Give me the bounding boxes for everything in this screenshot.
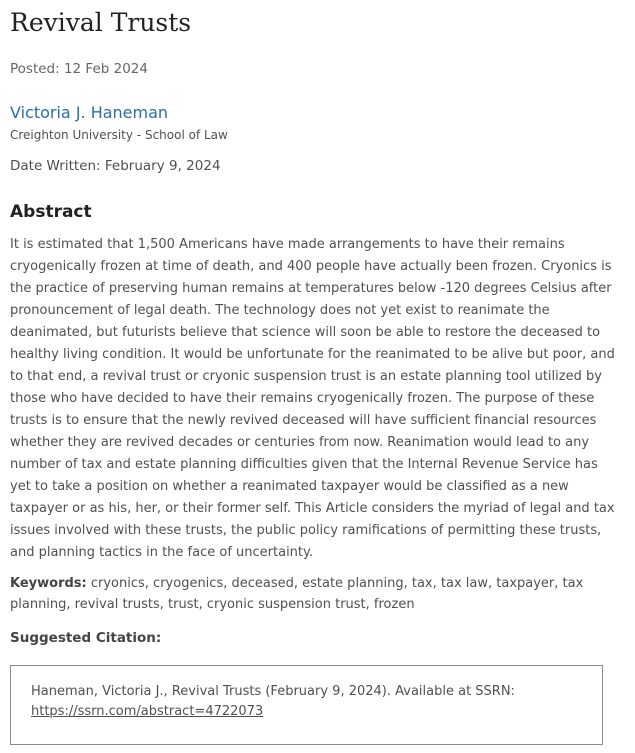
citation-text: Haneman, Victoria J., Revival Trusts (February 9, 2024). Available at SSRN:: [31, 684, 515, 699]
abstract-text: It is estimated that 1,500 Americans have made arrangements to have their remains cryogenically frozen at time of death, and 400 people have actually been frozen. Cryonics is the practice of preserving human remains at temperatures below -120 degrees Celsius after pronouncement of legal death. The technology does not yet exist to reanimate the deanimated, but futurists believe that science will soon be able to restore the deceased to healthy living condition. It would be unfortunate for the reanimated to be alive but poor, and to that end, a revival trust or cryonic suspension trust is an estate planning tool utilized by those who have decided to have their remains cryogenically frozen. The purpose of these trusts is to ensure that the newly revived deceased will have sufficient financial resources whether they are revived decades or centuries from now. Reanimation would lead to any number of tax and estate planning difficulties given that the Internal Revenue Service has yet to take a position on whether a reanimated taxpayer would be classified as a new taxpayer or as his, her, or their former self. This Article considers the myriad of legal and tax issues involved with these trusts, the public policy ramifications of permitting these trusts, and planning tactics in the face of uncertainty.: [10, 237, 615, 560]
keywords-section: [10, 573, 622, 615]
citation-link[interactable]: https://ssrn.com/abstract=4722073: [31, 704, 264, 719]
keywords-label: Keywords:: [10, 576, 87, 591]
paper-title: Revival Trusts: [10, 8, 192, 37]
author-affiliation: Creighton University - School of Law: [10, 128, 228, 142]
citation-text-block: [31, 682, 591, 722]
date-written: Date Written: February 9, 2024: [10, 158, 221, 174]
suggested-citation-heading: Suggested Citation:: [10, 630, 162, 646]
posted-date: Posted: 12 Feb 2024: [10, 61, 148, 77]
citation-box: [10, 665, 603, 745]
author-link[interactable]: Victoria J. Haneman: [10, 103, 169, 122]
abstract-heading: Abstract: [10, 202, 92, 222]
keywords-text: cryonics, cryogenics, deceased, estate planning, tax, tax law, taxpayer, tax planning, revival trusts, trust, cryonic suspension trust, frozen: [10, 576, 584, 612]
